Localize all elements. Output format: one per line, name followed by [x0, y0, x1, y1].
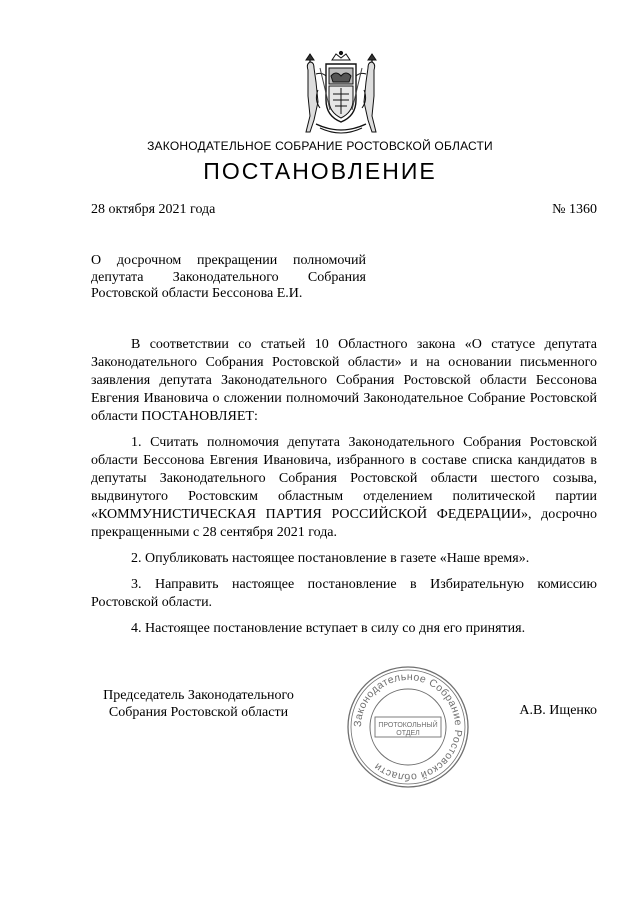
document-subject — [91, 253, 366, 303]
document-body — [91, 336, 597, 638]
body-paragraph-3: 3. Направить настоящее постановление в Избирательную комиссию Ростовской области. — [91, 577, 597, 610]
stamp-ring-text: Законодательное Собрание Ростовской области — [351, 670, 465, 784]
body-paragraph-1: 1. Считать полномочия депутата Законодательного Собрания Ростовской области Бессонова Евгения Ивановича, избранного в составе списка кандидатов в депутаты Законодательного Собрания Ростовской области шестого созыва, выдвинутого Ростовским областным отделением политической партии «КОММУНИСТИЧЕСКАЯ ПАРТИЯ РОССИЙСКОЙ ФЕДЕРАЦИИ», досрочно прекращенными с 28 сентября 2021 года. — [91, 435, 597, 540]
body-paragraph-preamble: В соответствии со статьей 10 Областного закона «О статусе депутата Законодательного Собрания Ростовской области» и на основании письменного заявления депутата Законодательного Собрания Ростовской области Бессонова Евгения Ивановича о сложении полномочий Законодательное Собрание Ростовской области ПОСТАНОВЛЯЕТ: — [91, 337, 597, 424]
body-paragraph-2: 2. Опубликовать настоящее постановление в газете «Наше время». — [131, 551, 530, 566]
signatory-title-line: Председатель Законодательного — [103, 688, 294, 703]
signatory-title — [91, 687, 306, 721]
subject-line: Ростовской области Бессонова Е.И. — [91, 286, 303, 301]
document-number: № 1360 — [552, 202, 597, 217]
document-type: ПОСТАНОВЛЕНИЕ — [203, 158, 437, 184]
subject-line: депутата Законодательного Собрания — [91, 269, 366, 285]
stamp-center-line: ПРОТОКОЛЬНЫЙ — [378, 722, 438, 729]
body-paragraph-4: 4. Настоящее постановление вступает в силу со дня его принятия. — [131, 621, 526, 636]
document-date: 28 октября 2021 года — [91, 202, 216, 217]
official-stamp — [345, 664, 471, 790]
signatory-name: А.В. Ищенко — [519, 703, 597, 718]
subject-line: О досрочном прекращении полномочий — [91, 253, 366, 268]
stamp-center-line: ОТДЕЛ — [396, 730, 420, 737]
coat-of-arms-icon — [300, 50, 382, 138]
organization-name: ЗАКОНОДАТЕЛЬНОЕ СОБРАНИЕ РОСТОВСКОЙ ОБЛАСТИ — [147, 139, 493, 153]
signatory-title-line: Собрания Ростовской области — [108, 705, 289, 720]
